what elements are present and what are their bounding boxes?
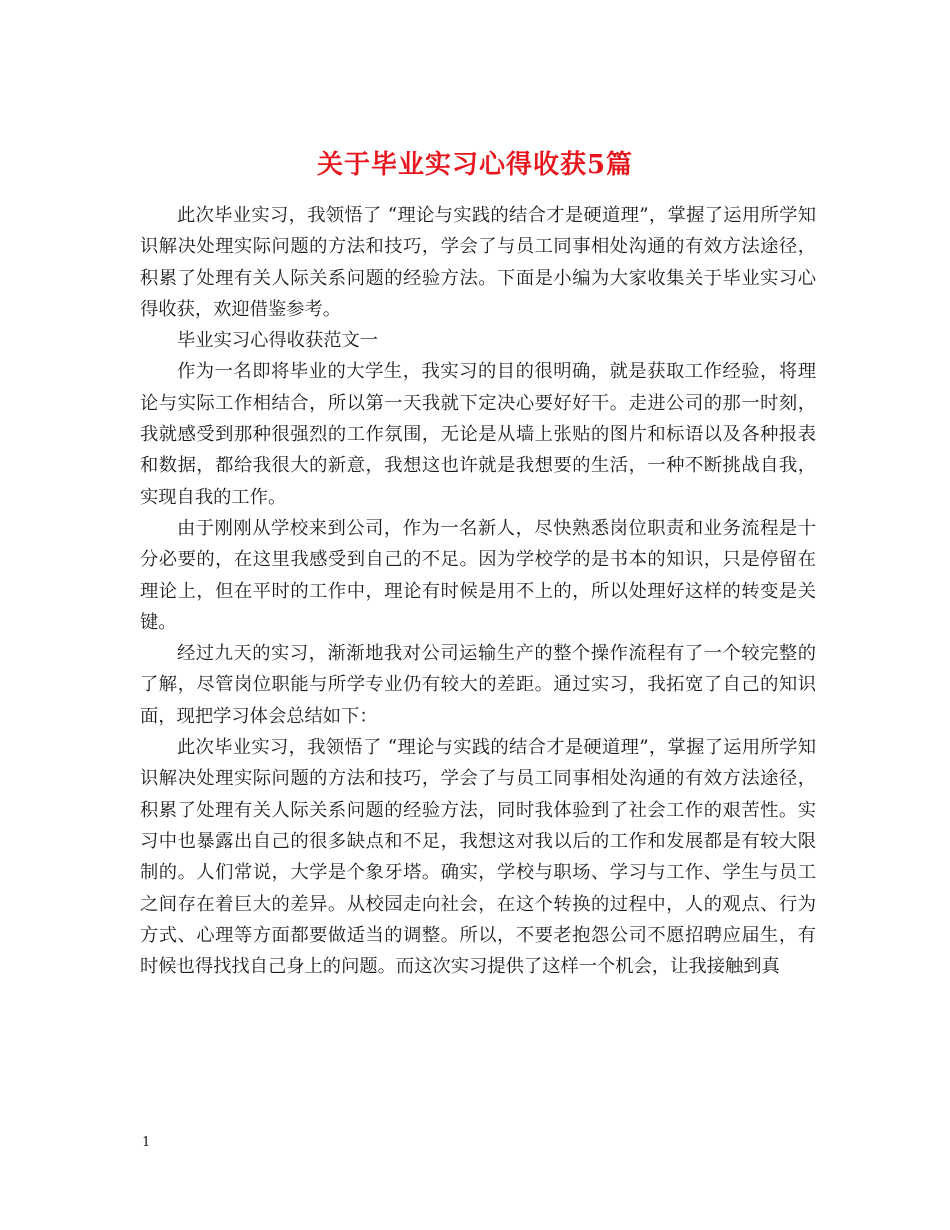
paragraph-intro: 此次毕业实习，我领悟了 “理论与实践的结合才是硬道理”，掌握了运用所学知识解决处理实际问题的方法和技巧，学会了与员工同事相处沟通的有效方法途径，积累了处理有关人际关系问题的经验方法。下面是小编为大家收集关于毕业实习心得收获，欢迎借鉴参考。	[140, 205, 816, 320]
paragraph: 作为一名即将毕业的大学生，我实习的目的很明确，就是获取工作经验，将理论与实际工作相结合，所以第一天我就下定决心要好好干。走进公司的那一时刻，我就感受到那种很强烈的工作氛围，无论是从墙上张贴的图片和标语以及各种报表和数据，都给我很大的新意，我想这也许就是我想要的生活，一种不断挑战自我，实现自我的工作。	[140, 361, 816, 508]
paragraph: 此次毕业实习，我领悟了 “理论与实践的结合才是硬道理”，掌握了运用所学知识解决处理实际问题的方法和技巧，学会了与员工同事相处沟通的有效方法途径，积累了处理有关人际关系问题的经验方法，同时我体验到了社会工作的艰苦性。实习中也暴露出自己的很多缺点和不足，我想这对我以后的工作和发展都是有较大限制的。人们常说，大学是个象牙塔。确实，学校与职场、学习与工作、学生与员工之间存在着巨大的差异。从校园走向社会，在这个转换的过程中，人的观点、行为方式、心理等方面都要做适当的调整。所以，不要老抱怨公司不愿招聘应届生，有时候也得找找自己身上的问题。而这次实习提供了这样一个机会，让我接触到真	[140, 737, 816, 978]
page-number: 1	[142, 1135, 151, 1150]
document-body	[140, 200, 816, 982]
paragraph: 经过九天的实习，渐渐地我对公司运输生产的整个操作流程有了一个较完整的了解，尽管岗位职能与所学专业仍有较大的差距。通过实习，我拓宽了自己的知识面，现把学习体会总结如下：	[140, 643, 816, 727]
document-title: 关于毕业实习心得收获5篇	[316, 150, 634, 181]
paragraph: 由于刚刚从学校来到公司，作为一名新人，尽快熟悉岗位职责和业务流程是十分必要的，在这里我感受到自己的不足。因为学校学的是书本的知识，只是停留在理论上，但在平时的工作中，理论有时候是用不上的，所以处理好这样的转变是关键。	[140, 517, 816, 633]
section-heading: 毕业实习心得收获范文一	[177, 330, 379, 352]
